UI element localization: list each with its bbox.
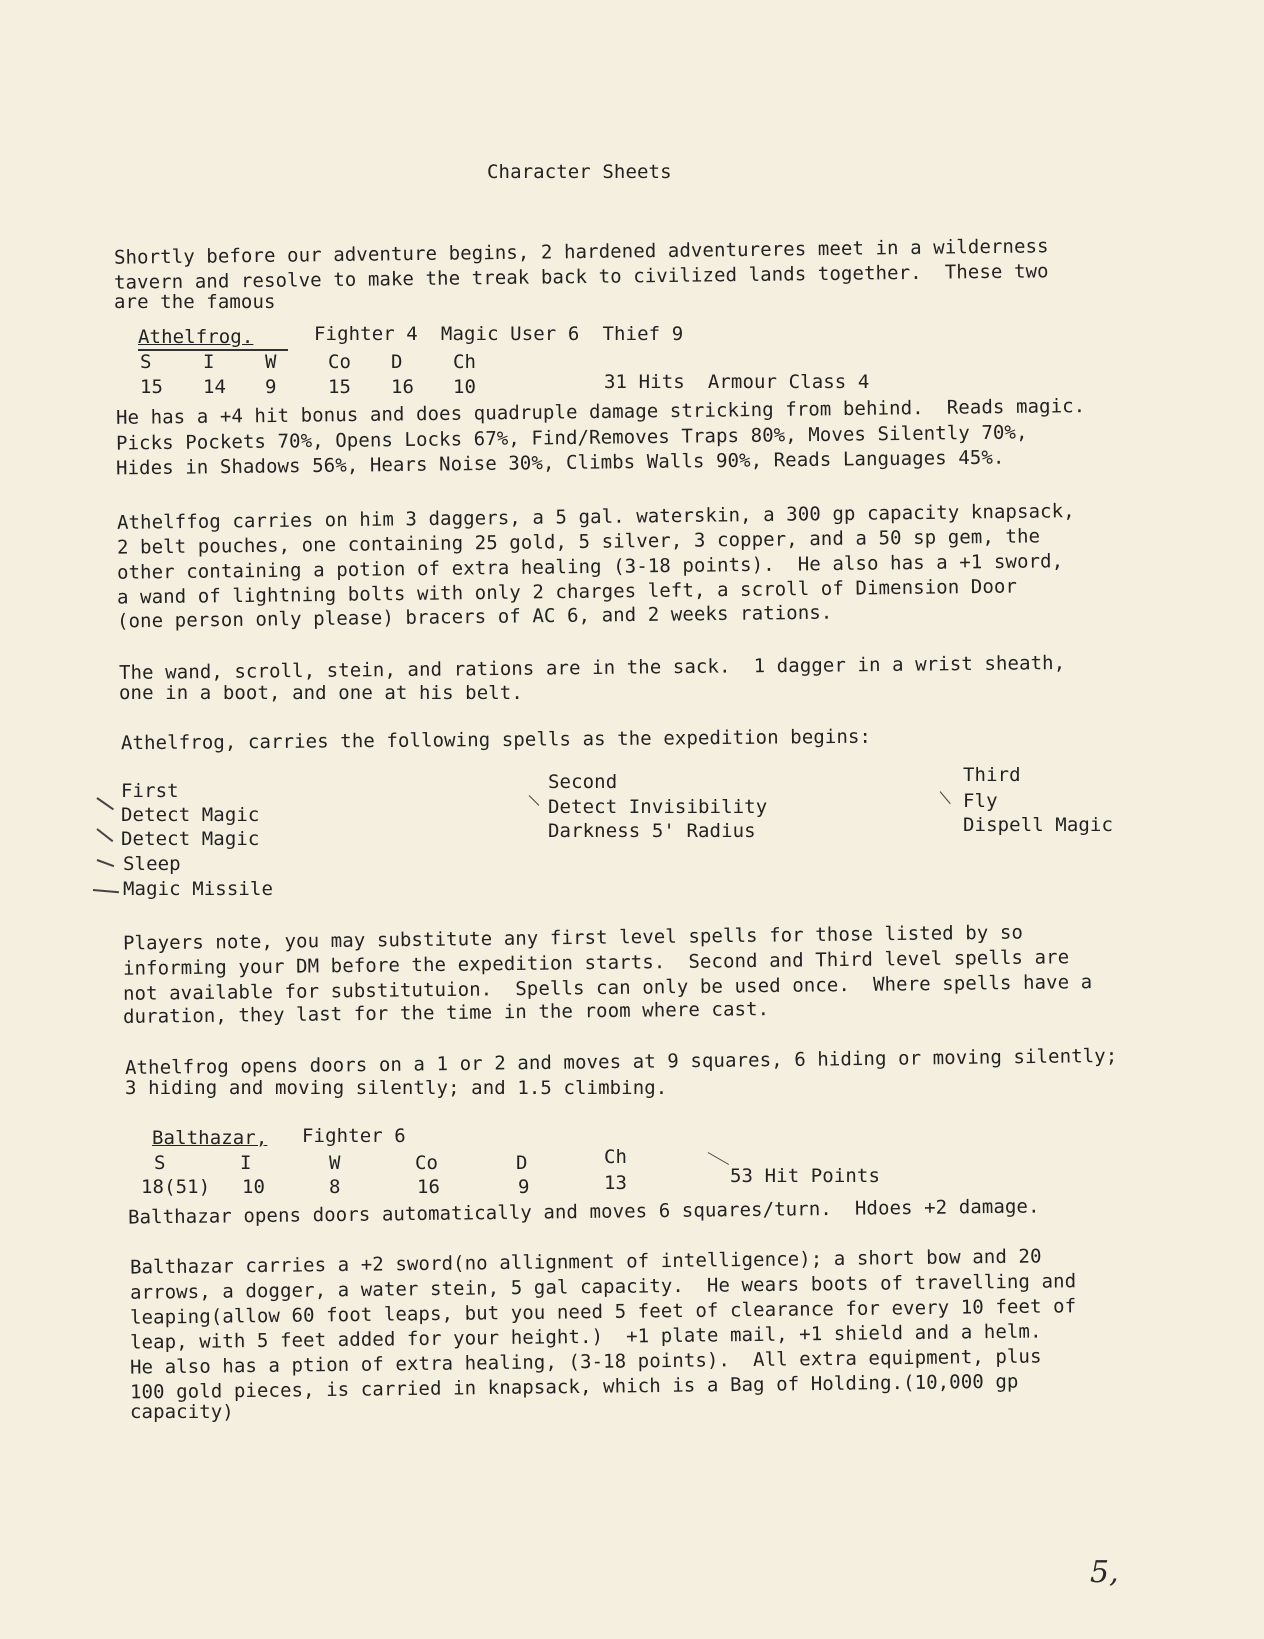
athelfrog-stat-d: 16 (391, 376, 415, 398)
balthazar-equipment-line-6: 100 gold pieces, is carried in knapsack, which is a Bag of Holding.(10,000 gp (129, 1370, 1019, 1404)
athelfrog-equipment-line-5: (one person only please) bracers of AC 6, and 2 weeks rations. (116, 601, 833, 633)
athelfrog-stat-header-i: I (203, 351, 215, 373)
athelfrog-stat-i: 14 (203, 376, 227, 398)
athelfrog-hits: 31 Hits Armour Class 4 (604, 371, 870, 393)
spell-first-2: Detect Magic (121, 828, 260, 850)
athelfrog-storage-line-1: The wand, scroll, stein, and rations are in the sack. 1 dagger in a wrist sheath, (118, 652, 1066, 684)
balthazar-stat-co: 16 (417, 1176, 441, 1198)
balthazar-stat-ch: 13 (604, 1172, 628, 1194)
balthazar-stat-header-w: W (329, 1152, 341, 1174)
intro-line-2: tavern and resolve to make the treak back to civilized lands together. These two (113, 260, 1049, 294)
balthazar-stat-i: 10 (242, 1176, 266, 1198)
balthazar-name: Balthazar, (152, 1127, 268, 1149)
check-mark (708, 1152, 729, 1165)
balthazar-equipment-line-2: arrows, a dogger, a water stein, 5 gal capacity. He wears boots of travelling and (129, 1270, 1077, 1304)
spell-third-2: Dispell Magic (963, 814, 1114, 836)
athelfrog-stat-header-s: S (140, 351, 152, 373)
athelfrog-movement-line-2: 3 hiding and moving silently; and 1.5 climbing. (125, 1077, 668, 1099)
athelfrog-storage-line-2: one in a boot, and one at his belt. (119, 682, 523, 704)
athelfrog-classes: Fighter 4 Magic User 6 Thief 9 (314, 323, 684, 345)
spells-second-heading: Second (548, 771, 618, 793)
athelfrog-stat-header-d: D (391, 351, 403, 373)
page-title: Character Sheets (487, 161, 672, 183)
players-note-line-4: duration, they last for the time in the room where cast. (122, 998, 770, 1028)
athelfrog-ability-line-3: Hides in Shadows 56%, Hears Noise 30%, Climbs Walls 90%, Reads Languages 45%. (115, 446, 1005, 480)
spell-first-4: Magic Missile (123, 878, 274, 900)
balthazar-equipment-line-3: leaping(allow 60 foot leaps, but you need 5 feet of clearance for every 10 feet of (129, 1295, 1077, 1329)
athelfrog-equipment-line-1: Athelffog carries on him 3 daggers, a 5 gal. waterskin, a 300 gp capacity knapsack, (116, 500, 1075, 534)
balthazar-stat-header-i: I (240, 1152, 252, 1174)
balthazar-stat-header-co: Co (415, 1152, 439, 1174)
balthazar-stat-s: 18(51) (141, 1176, 211, 1198)
check-mark (97, 859, 115, 867)
balthazar-hits: 53 Hit Points (730, 1165, 881, 1187)
balthazar-equipment-line-5: He also has a ption of extra healing, (3-18 points). All extra equipment, plus (129, 1345, 1042, 1379)
athelfrog-equipment-line-3: other containing a potion of extra healing (3-18 points). He also has a +1 sword, (116, 550, 1064, 584)
athelfrog-ability-line-2: Picks Pockets 70%, Opens Locks 67%, Find/Removes Traps 80%, Moves Silently 70%, (115, 421, 1028, 455)
check-mark (940, 791, 951, 804)
athelfrog-equipment-line-4: a wand of lightning bolts with only 2 charges left, a scroll of Dimension Door (116, 575, 1018, 609)
spells-first-heading: First (121, 780, 179, 802)
balthazar-abilities: Balthazar opens doors automatically and moves 6 squares/turn. Hdoes +2 damage. (127, 1195, 1040, 1229)
spell-first-3: Sleep (123, 853, 181, 875)
balthazar-stat-header-d: D (516, 1152, 528, 1174)
check-mark (529, 795, 540, 806)
athelfrog-spells-intro: Athelfrog, carries the following spells as the expedition begins: (120, 725, 872, 755)
page-number: 5, (1090, 1555, 1119, 1590)
athelfrog-stat-s: 15 (140, 376, 164, 398)
spell-third-1: Fly (963, 790, 998, 812)
players-note-line-3: not available for substitutuion. Spells can only be used once. Where spells have a (122, 971, 1093, 1005)
spell-second-2: Darkness 5' Radius (548, 820, 756, 842)
balthazar-equipment-line-4: leap, with 5 feet added for your height.) +1 plate mail, +1 shield and a helm. (129, 1320, 1042, 1354)
balthazar-equipment-line-7: capacity) (130, 1401, 234, 1423)
intro-line-3: are the famous (114, 291, 276, 313)
balthazar-equipment-line-1: Balthazar carries a +2 sword(no allignment of intelligence); a short bow and 20 (129, 1245, 1042, 1279)
players-note-line-2: informing your DM before the expedition starts. Second and Third level spells are (122, 946, 1070, 980)
spell-second-1: Detect Invisibility (548, 796, 768, 818)
athelfrog-stat-co: 15 (328, 376, 352, 398)
spells-third-heading: Third (963, 764, 1021, 786)
athelfrog-ability-line-1: He has a +4 hit bonus and does quadruple damage stricking from behind. Reads magic. (115, 395, 1086, 429)
balthazar-stat-header-s: S (154, 1152, 166, 1174)
check-mark (96, 828, 113, 842)
athelfrog-name: Athelfrog. (138, 326, 254, 348)
players-note-line-1: Players note, you may substitute any first level spells for those listed by so (122, 921, 1024, 955)
athelfrog-movement-line-1: Athelfrog opens doors on a 1 or 2 and moves at 9 squares, 6 hiding or moving silently; (124, 1044, 1118, 1080)
athelfrog-stat-header-ch: Ch (453, 351, 477, 373)
spell-first-1: Detect Magic (121, 804, 260, 826)
athelfrog-stat-header-co: Co (328, 351, 352, 373)
balthazar-stat-header-ch: Ch (604, 1146, 628, 1168)
balthazar-classes: Fighter 6 (302, 1125, 406, 1147)
balthazar-stat-d: 9 (518, 1176, 530, 1198)
intro-line-1: Shortly before our adventure begins, 2 hardened adventureres meet in a wilderness (113, 235, 1049, 269)
athelfrog-stat-ch: 10 (453, 376, 477, 398)
athelfrog-equipment-line-2: 2 belt pouches, one containing 25 gold, 5 silver, 3 copper, and a 50 sp gem, the (116, 525, 1041, 559)
athelfrog-stat-header-w: W (265, 351, 277, 373)
athelfrog-stat-w: 9 (265, 376, 277, 398)
check-mark (96, 797, 114, 810)
balthazar-stat-w: 8 (329, 1176, 341, 1198)
check-mark (93, 889, 119, 893)
